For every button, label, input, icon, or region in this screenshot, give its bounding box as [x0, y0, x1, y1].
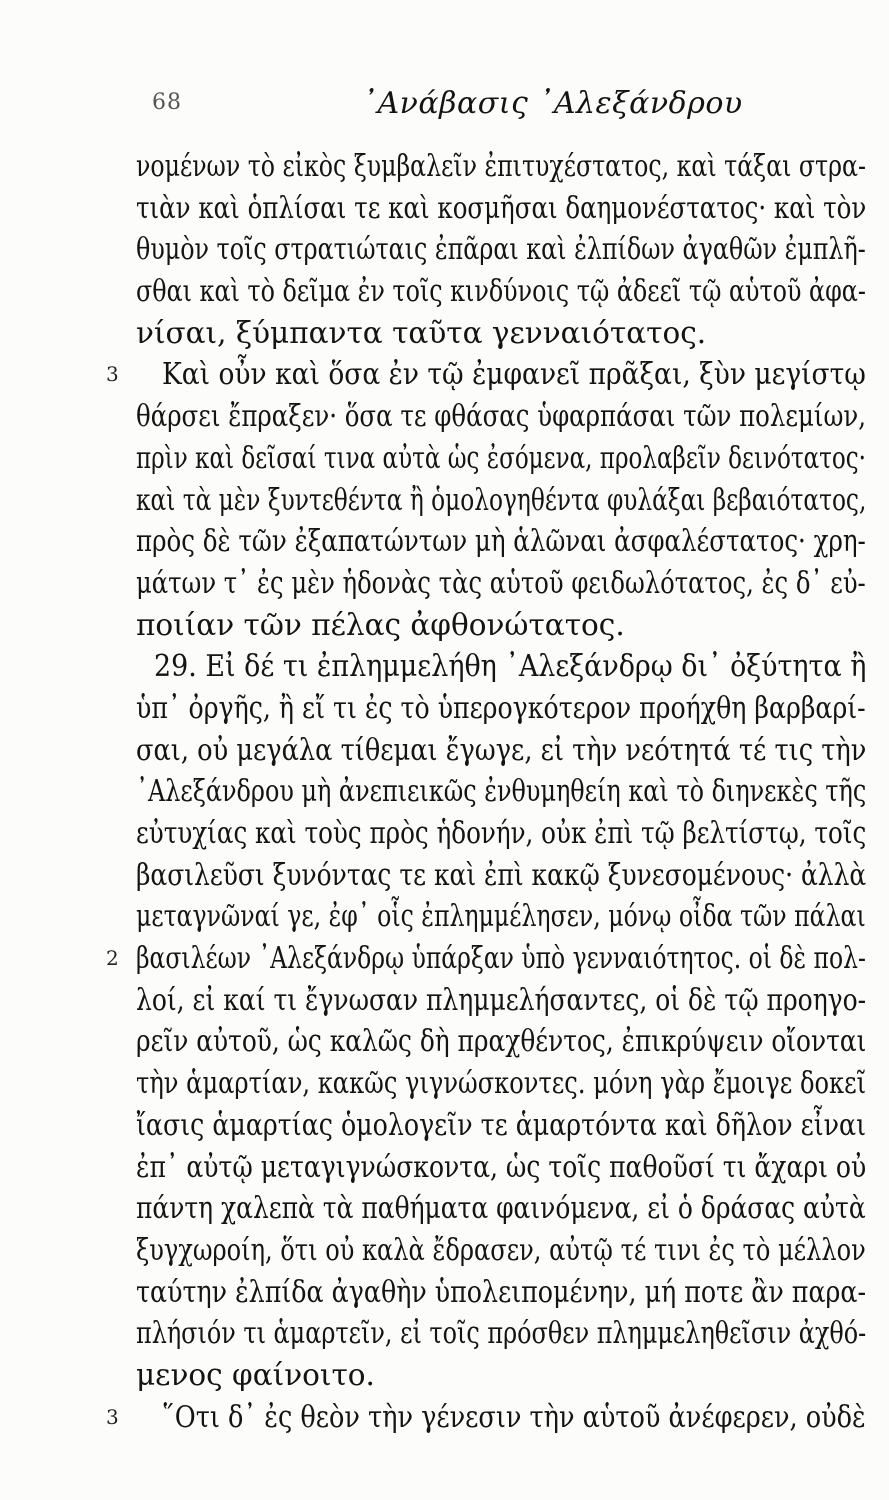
text-line	[106, 1021, 866, 1063]
text-line	[106, 480, 866, 522]
text-line	[106, 605, 866, 647]
body-text	[106, 146, 866, 1438]
line-text: πρὸς δὲ τῶν ἐξαπατώντων μὴ ἁλῶναι ἀσφαλέστατος· χρη-	[136, 524, 866, 559]
line-text: βασιλέων ᾿Αλεξάνδρῳ ὑπάρξαν ὑπὸ γενναιότητος. οἱ δὲ πολ-	[136, 941, 866, 976]
line-text: νίσαι, ξύμπαντα ταῦτα γενναιότατος.	[136, 315, 707, 350]
line-text: θάρσει ἔπραξεν· ὅσα τε φθάσας ὑφαρπάσαι τῶν πολεμίων,	[136, 399, 867, 434]
line-text: σαι, οὐ μεγάλα τίθεμαι ἔγωγε, εἰ τὴν νεότητά τέ τις τὴν	[136, 732, 867, 767]
section-margin-number: 3	[106, 1404, 119, 1429]
line-text: μενος φαίνοιτο.	[136, 1357, 375, 1392]
line-text: θυμὸν τοῖς στρατιώταις ἐπᾶραι καὶ ἐλπίδων ἀγαθῶν ἐμπλῆ-	[136, 232, 866, 267]
text-line	[106, 980, 866, 1022]
section-margin-number: 2	[106, 946, 119, 971]
line-text: τιὰν καὶ ὁπλίσαι τε καὶ κοσμῆσαι δαημονέστατος· καὶ τὸν	[136, 190, 867, 225]
text-line	[106, 1355, 866, 1397]
line-text: ἐπ᾿ αὐτῷ μεταγιγνώσκοντα, ὡς τοῖς παθοῦσί τι ἄχαρι οὐ	[136, 1149, 867, 1184]
line-text: σθαι καὶ τὸ δεῖμα ἐν τοῖς κινδύνοις τῷ ἀδεεῖ τῷ αὑτοῦ ἀφα-	[136, 274, 866, 309]
text-line	[106, 1397, 866, 1439]
text-line	[106, 688, 866, 730]
text-line	[106, 313, 866, 355]
line-text: πάντη χαλεπὰ τὰ παθήματα φαινόμενα, εἰ ὁ δράσας αὐτὰ	[136, 1191, 866, 1226]
line-text: Καὶ οὖν καὶ ὅσα ἐν τῷ ἐμφανεῖ πρᾶξαι, ξὺν μεγίστῳ	[162, 357, 866, 392]
line-text: μάτων τ᾿ ἐς μὲν ἡδονὰς τὰς αὑτοῦ φειδωλότατος, ἐς δ᾿ εὐ-	[136, 565, 866, 600]
text-line	[106, 146, 866, 188]
line-text: τὴν ἁμαρτίαν, κακῶς γιγνώσκοντες. μόνη γὰρ ἔμοιγε δοκεῖ	[136, 1066, 867, 1101]
text-line	[106, 1272, 866, 1314]
text-line	[106, 1105, 866, 1147]
text-line	[106, 229, 866, 271]
line-text: ᾿Αλεξάνδρου μὴ ἀνεπιεικῶς ἐνθυμηθείη καὶ τὸ διηνεκὲς τῆς	[136, 774, 867, 809]
text-line	[106, 813, 866, 855]
text-line	[106, 396, 866, 438]
section-margin-number: 3	[106, 362, 119, 387]
line-text: πλήσιόν τι ἁμαρτεῖν, εἰ τοῖς πρόσθεν πλημμεληθεῖσιν ἀχθό-	[136, 1316, 867, 1351]
text-line	[106, 521, 866, 563]
line-text: 29. Εἰ δέ τι ἐπλημμελήθη ᾿Αλεξάνδρῳ δι᾿ ὀξύτητα ἢ	[154, 649, 867, 684]
text-line	[106, 563, 866, 605]
text-line	[106, 1230, 866, 1272]
text-line	[106, 1188, 866, 1230]
text-line	[106, 646, 866, 688]
text-line	[106, 188, 866, 230]
text-line	[106, 1147, 866, 1189]
line-text: νομένων τὸ εἰκὸς ξυμβαλεῖν ἐπιτυχέστατος, καὶ τάξαι στρα-	[136, 149, 866, 183]
text-line	[106, 1313, 866, 1355]
line-text: μεταγνῶναί γε, ἐφ᾿ οἷς ἐπλημμέλησεν, μόνῳ οἶδα τῶν πάλαι	[136, 899, 866, 934]
text-line	[106, 730, 866, 772]
line-text: ρεῖν αὐτοῦ, ὡς καλῶς δὴ πραχθέντος, ἐπικρύψειν οἴονται	[136, 1024, 867, 1059]
text-line	[106, 1063, 866, 1105]
running-title: ᾿Ανάβασις ᾿Αλεξάνδρου	[362, 86, 743, 121]
line-text: λοί, εἰ καί τι ἔγνωσαν πλημμελήσαντες, οἱ δὲ τῷ προηγο-	[136, 982, 867, 1017]
text-line	[106, 438, 866, 480]
line-text: ὑπ᾿ ὀργῆς, ἢ εἴ τι ἐς τὸ ὑπερογκότερον προήχθη βαρβαρί-	[136, 690, 866, 725]
line-text: ἴασις ἁμαρτίας ὁμολογεῖν τε ἁμαρτόντα καὶ δῆλον εἶναι	[136, 1107, 867, 1142]
line-text: ῞Οτι δ᾿ ἐς θεὸν τὴν γένεσιν τὴν αὑτοῦ ἀνέφερεν, οὐδὲ	[162, 1399, 866, 1434]
page-number: 68	[152, 90, 182, 115]
text-line	[106, 354, 866, 396]
line-text: εὐτυχίας καὶ τοὺς πρὸς ἡδονήν, οὐκ ἐπὶ τῷ βελτίστῳ, τοῖς	[136, 816, 867, 850]
text-line	[106, 896, 866, 938]
line-text: βασιλεῦσι ξυνόντας τε καὶ ἐπὶ κακῷ ξυνεσομένους· ἀλλὰ	[136, 857, 867, 892]
line-text: ποιίαν τῶν πέλας ἀφθονώτατος.	[136, 607, 625, 642]
line-text: ξυγχωροίη, ὅτι οὐ καλὰ ἔδρασεν, αὐτῷ τέ τινι ἐς τὸ μέλλον	[136, 1232, 866, 1267]
text-line	[106, 855, 866, 897]
text-line	[106, 938, 866, 980]
line-text: ταύτην ἐλπίδα ἀγαθὴν ὑπολειπομένην, μή ποτε ἂν παρα-	[136, 1274, 867, 1309]
line-text: καὶ τὰ μὲν ξυντεθέντα ἢ ὁμολογηθέντα φυλάξαι βεβαιότατος,	[136, 482, 867, 517]
text-line	[106, 271, 866, 313]
line-text: πρὶν καὶ δεῖσαί τινα αὐτὰ ὡς ἐσόμενα, προλαβεῖν δεινότατος·	[136, 440, 867, 475]
text-line	[106, 771, 866, 813]
running-head	[0, 86, 889, 126]
